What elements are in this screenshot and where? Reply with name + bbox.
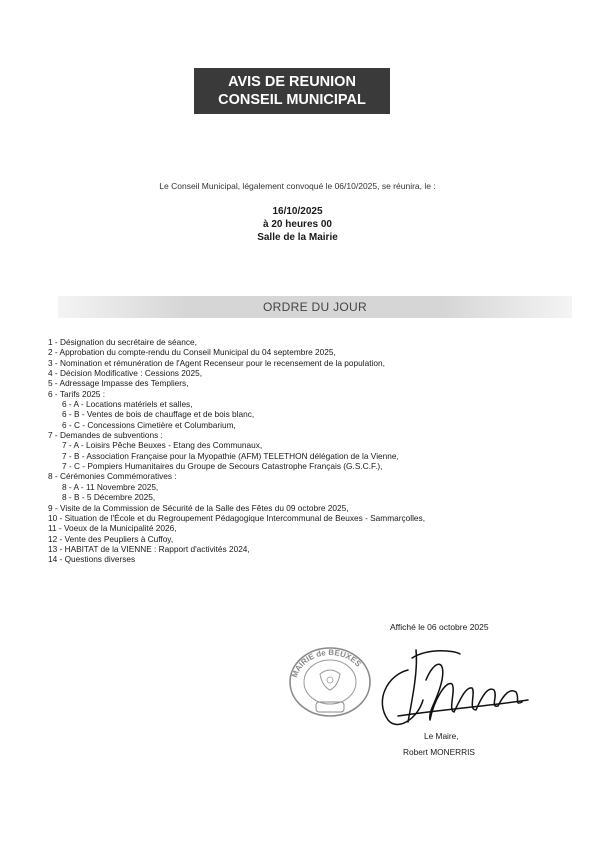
agenda-item: 4 - Décision Modificative : Cessions 2025,: [48, 368, 203, 379]
agenda-item: 10 - Situation de l'École et du Regroupement Pédagogique Intercommunal de Beuxes - Sammarçolles,: [48, 512, 426, 523]
mairie-stamp-icon: [286, 644, 374, 720]
meeting-details: [0, 205, 595, 244]
notice-title: [194, 68, 390, 114]
agenda-list: [48, 337, 568, 565]
agenda-subitem: 8 - A - 11 Novembre 2025,: [62, 481, 159, 492]
meeting-date: 16/10/2025: [272, 206, 323, 217]
agenda-item: 14 - Questions diverses: [48, 554, 136, 565]
agenda-item: 13 - HABITAT de la VIENNE : Rapport d'activités 2024,: [48, 543, 250, 554]
mayor-signature: [368, 640, 538, 730]
convocation-text: Le Conseil Municipal, légalement convoqué le 06/10/2025, se réunira, le :: [159, 181, 436, 191]
notice-title-line1: AVIS DE REUNION: [228, 74, 356, 90]
notice-title-line2: CONSEIL MUNICIPAL: [218, 92, 366, 108]
agenda-item: 12 - Vente des Peupliers à Cuffoy,: [48, 533, 174, 544]
ordre-du-jour-title: ORDRE DU JOUR: [263, 300, 367, 314]
agenda-subitem: 6 - C - Concessions Cimetière et Columbarium,: [62, 419, 236, 430]
agenda-item: 1 - Désignation du secrétaire de séance,: [48, 337, 197, 347]
agenda-item: 11 - Voeux de la Municipalité 2026,: [48, 523, 177, 534]
agenda-item: 8 - Cérémonies Commémoratives :: [48, 471, 177, 482]
agenda-item: 6 - Tarifs 2025 :: [48, 388, 106, 399]
agenda-subitem: 7 - A - Loisirs Pêche Beuxes - Etang des Communaux,: [62, 440, 263, 451]
agenda-subitem: 8 - B - 5 Décembre 2025,: [62, 492, 156, 503]
agenda-item: 7 - Demandes de subventions :: [48, 430, 163, 441]
agenda-item: 3 - Nomination et rémunération de l'Agent Recenseur pour le recensement de la population,: [48, 357, 385, 368]
mayor-title: Le Maire,: [424, 731, 459, 741]
meeting-time: à 20 heures 00: [263, 219, 332, 230]
svg-text:MAIRIE de BEUXES: MAIRIE de BEUXES: [289, 647, 363, 679]
posting-date: Affiché le 06 octobre 2025: [390, 622, 489, 632]
agenda-subitem: 7 - B - Association Française pour la Myopathie (AFM) TELETHON délégation de la Vienne,: [62, 450, 399, 461]
agenda-item: 9 - Visite de la Commission de Sécurité de la Salle des Fêtes du 09 octobre 2025,: [48, 502, 349, 513]
meeting-place: Salle de la Mairie: [257, 232, 338, 243]
agenda-item: 2 - Approbation du compte-rendu du Conseil Municipal du 04 septembre 2025,: [48, 347, 336, 358]
agenda-subitem: 6 - B - Ventes de bois de chauffage et de bois blanc,: [62, 409, 255, 420]
mayor-name: Robert MONERRIS: [403, 747, 475, 757]
agenda-item: 5 - Adressage Impasse des Templiers,: [48, 378, 189, 389]
agenda-subitem: 7 - C - Pompiers Humanitaires du Groupe de Secours Catastrophe Français (G.S.C.F.),: [62, 461, 383, 472]
agenda-subitem: 6 - A - Locations matériels et salles,: [62, 399, 193, 410]
ordre-du-jour-banner: [58, 296, 572, 318]
